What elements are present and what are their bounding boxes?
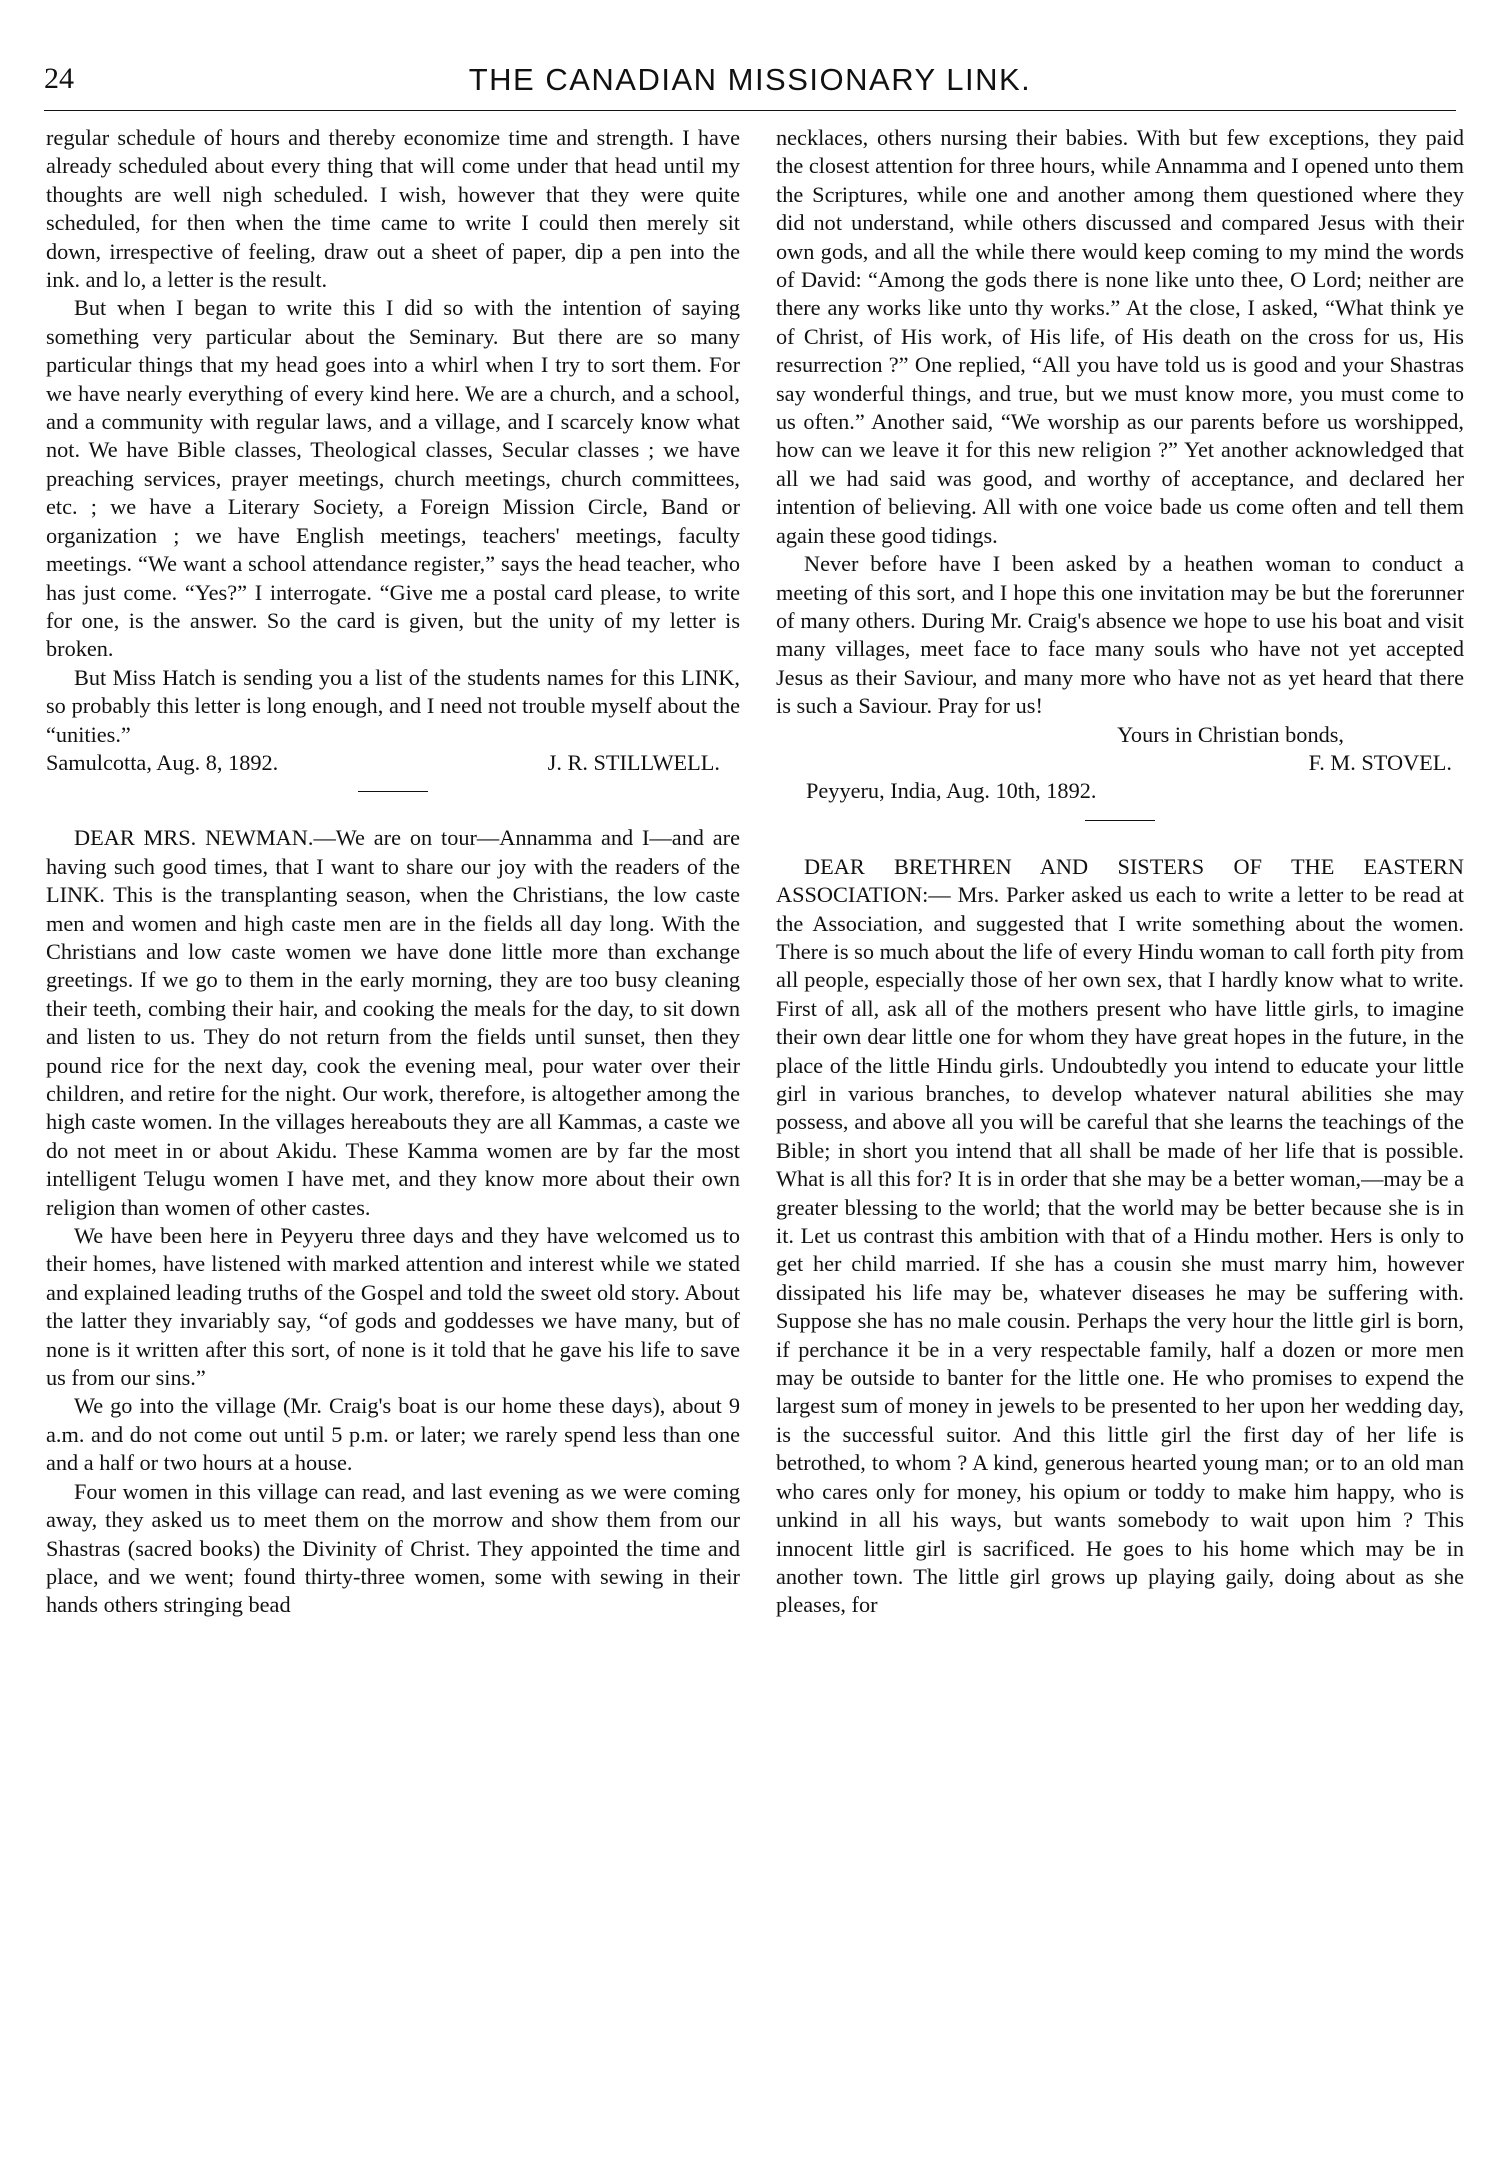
page-header xyxy=(44,56,1456,111)
signature: F. M. STOVEL. xyxy=(1308,749,1452,775)
paragraph: necklaces, others nursing their babies. With but few exceptions, they paid the closest attention for three hours, while Annamma and I opened unto them the Scriptures, while one and another among them questioned where they did not understand, while others discussed and compared Jesus with their own gods, and all the while there would keep coming to my mind the words of David: “Among the gods there is none like unto thee, O Lord; neither are there any works like unto thy works.” At the close, I asked, “What think ye of Christ, of His work, of His life, of His death on the cross for us, His resurrection ?” One replied, “All you have told us is good and your Shastras say wonderful things, and true, but we must know more, you must come to us often.” Another said, “We worship as our parents before us worshipped, how can we leave it for this new religion ?” Yet another acknowledged that all we had said was good, and worthy of acceptance, and declared her intention of believing. All with one voice bade us come often and tell them again these good tidings. xyxy=(776,125,1464,548)
place-date: Peyyeru, India, Aug. 10th, 1892. xyxy=(806,778,1097,804)
paragraph: Four women in this village can read, and last evening as we were coming away, they asked us to meet them on the morrow and show them from our Shastras (sacred books) the Divinity of Christ. They appointed the time and place, and we went; found thirty-three women, some with sewing in their hands others stringing bead xyxy=(46,1478,740,1618)
paragraph-text: —We are on tour—Annamma and I—and are having such good times, that I want to share our joy with the readers of the LINK. This is the transplanting season, when the Christians, the low caste men and women and high caste men are in the fields all day long. With the Christians and low caste women we have done little more than exchange greetings. If we go to them in the early morning, they are too busy cleaning their teeth, combing their hair, and cooking the meals for the day, to sit down and listen to us. They do not return from the fields until sunset, then they pound rice for the next day, cook the evening meal, pour water over their children, and retire for the night. Our work, therefore, is altogether among the high caste women. In the villages hereabouts they are all Kammas, a caste we do not meet in or about Akidu. These Kamma women are by far the most intelligent Telugu women I have met, and they know more about their own religion than women of other castes. xyxy=(46,825,740,1220)
left-column xyxy=(46,124,740,1620)
section-divider xyxy=(358,791,428,792)
salutation: DEAR MRS. NEWMAN. xyxy=(74,825,314,851)
paragraph xyxy=(776,853,1464,1620)
paragraph: We go into the village (Mr. Craig's boat is our home these days), about 9 a.m. and do not come out until 5 p.m. or later; we rarely spend less than one and a half or two hours at a house. xyxy=(46,1393,740,1476)
paragraph: regular schedule of hours and thereby economize time and strength. I have already scheduled about every thing that will come under that head until my thoughts are well nigh scheduled. I wish, however that they were quite scheduled, for then when the time came to write I could then merely sit down, irrespective of feeling, draw out a sheet of paper, dip a pen into the ink. and lo, a letter is the result. xyxy=(46,125,740,293)
paragraph: But when I began to write this I did so with the intention of saying something very particular about the Seminary. But there are so many particular things that my head goes into a whirl when I try to sort them. For we have nearly everything of every kind here. We are a church, and a school, and a community with regular laws, and a village, and I scarcely know what not. We have Bible classes, Theological classes, Secular classes ; we have preaching services, prayer meetings, church meetings, church committees, etc. ; we have a Literary Society, a Foreign Mission Circle, Band or organization ; we have English meetings, teachers' meetings, faculty meetings. “We want a school attendance register,” says the head teacher, who has just come. “Yes?” I interrogate. “Give me a postal card please, to write for one, is the answer. So the card is given, but the unity of my letter is broken. xyxy=(46,295,740,662)
salutation: DEAR BRETHREN AND SISTERS OF THE EASTERN ASSOCIATION: xyxy=(776,853,1464,908)
page-number: 24 xyxy=(44,62,74,95)
periodical-title: THE CANADIAN MISSIONARY LINK. xyxy=(468,62,1032,97)
signature: J. R. STILLWELL. xyxy=(547,749,720,775)
paragraph: But Miss Hatch is sending you a list of the students names for this LINK, so probably this letter is long enough, and I need not trouble myself about the “unities.” xyxy=(46,664,740,747)
paragraph: We have been here in Peyyeru three days and they have welcomed us to their homes, have listened with marked attention and interest while we stated and explained leading truths of the Gospel and told the sweet old story. About the latter they invariably say, “of gods and goddesses we have many, but of none is it written after this sort, of none is it told that he gave his life to save us from our sins.” xyxy=(46,1223,740,1391)
right-column xyxy=(776,124,1464,1620)
paragraph xyxy=(46,824,740,1222)
paragraph-text: — Mrs. Parker asked us each to write a letter to be read at the Association, and suggested that I write something about the women. There is so much about the life of every Hindu woman to call forth pity from all people, especially those of her own sex, that I hardly know what to write. First of all, ask all of the mothers present who have little girls, to imagine their own dear little one for whom they have great hopes in the future, in the place of the little Hindu girls. Undoubtedly you intend to educate your little girl in various branches, to develop whatever natural abilities she may possess, and above all you will be careful that she learns the teachings of the Bible; in short you intend that all shall be made of her life that is possible. What is all this for? It is in order that she may be a better woman,—may be a greater blessing to the world; that the world may be better because she is in it. Let us contrast this ambition with that of a Hindu mother. Hers is only to get her child married. If she has a cousin she must marry him, however dissipated his life may be, whatever diseases he may be suffering with. Suppose she has no male cousin. Perhaps the very hour the little girl is born, if perchance it be in a very respectable family, half a dozen or more men may be outside to banter for the little one. He who promises to expend the largest sum of money in jewels to be presented to her upon her wedding day, is the successful suitor. And this little girl the first day of her life is betrothed, to whom ? A kind, generous hearted young man; or to an old man who cares only for money, his opium or toddy to make him happy, who is unkind in all his ways, but wants somebody to wait upon him ? This innocent little girl is sacrificed. He goes to his home which may be in another town. The little girl grows up playing gaily, doing about as she pleases, for xyxy=(776,882,1464,1618)
place-date: Samulcotta, Aug. 8, 1892. xyxy=(46,749,279,775)
paragraph: Never before have I been asked by a heathen woman to conduct a meeting of this sort, and I hope this one invitation may be but the forerunner of many others. During Mr. Craig's absence we hope to use his boat and visit many villages, meet face to face many souls who have not yet accepted Jesus as their Saviour, and many more who have not as yet heard that there is such a Saviour. Pray for us! xyxy=(776,551,1464,719)
letter-signoff xyxy=(46,749,740,777)
closing: Yours in Christian bonds, xyxy=(1117,721,1344,747)
section-divider xyxy=(1085,820,1155,821)
